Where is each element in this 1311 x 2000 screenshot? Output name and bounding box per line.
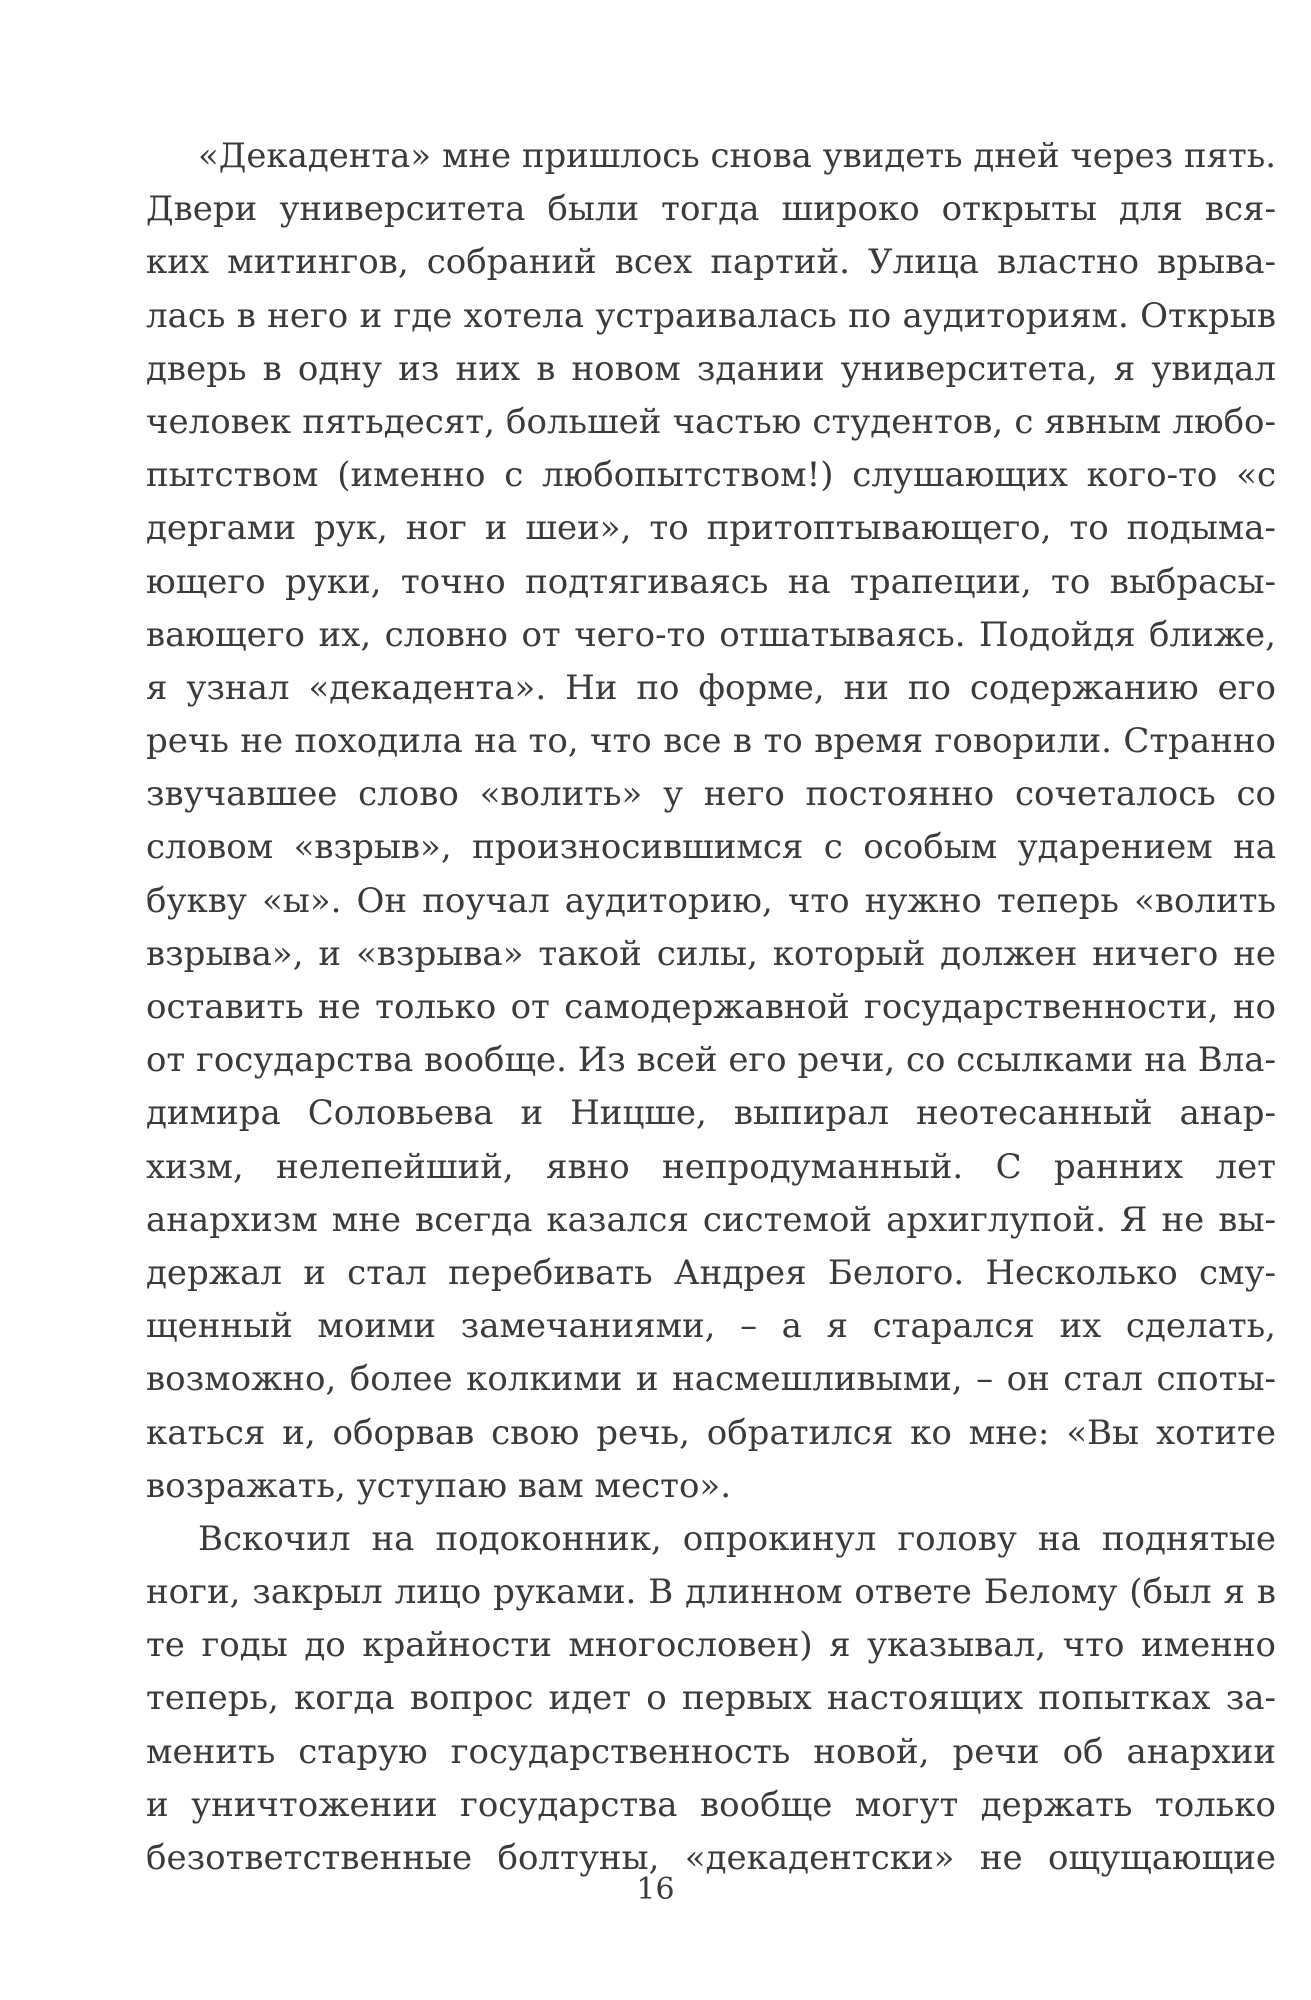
text-line: «Декадента» мне пришлось снова увидеть дней через пять. [198,137,1276,176]
text-line: дверь в одну из них в новом здании университета, я увидал [146,348,1276,389]
text-line: ноги, закрыл лицо руками. В длинном ответе Белому (был я в [146,1572,1276,1613]
text-line: щенный моими замечаниями, – а я старался их сделать, [146,1306,1276,1347]
text-line: теперь, когда вопрос идет о первых настоящих попытках за- [146,1678,1276,1719]
text-line: звучавшее слово «волить» у него постоянно сочеталось со [146,774,1276,815]
text-line: ющего руки, точно подтягиваясь на трапеции, то выбрасы- [146,561,1276,602]
text-line: словом «взрыв», произносившимся с особым ударением на [146,827,1276,868]
text-line: Вскочил на подоконник, опрокинул голову на поднятые [198,1518,1276,1559]
text-line: лась в него и где хотела устраивалась по аудиториям. Открыв [146,295,1276,336]
text-line: Двери университета были тогда широко открыты для вся- [146,189,1276,230]
text-line: вающего их, словно от чего-то отшатываясь. Подойдя ближе, [146,614,1276,655]
text-line: безответственные болтуны, «декадентски» не ощущающие [146,1838,1276,1878]
page-number: 16 [636,1872,675,1907]
text-line: букву «ы». Он поучал аудиторию, что нужно теперь «волить [146,880,1276,921]
text-line: оставить не только от самодержавной государственности, но [146,987,1276,1027]
text-line: держал и стал перебивать Андрея Белого. Несколько сму- [146,1252,1276,1293]
body-text [146,130,1276,1885]
text-line: те годы до крайности многословен) я указывал, что именно [146,1625,1276,1666]
paragraph-1 [146,130,1276,1513]
text-line: димира Соловьева и Ницше, выпирал неотесанный анар- [146,1093,1276,1134]
text-line: возражать, уступаю вам место». [146,1465,732,1506]
text-line: менить старую государственность новой, речи об анархии [146,1731,1276,1772]
paragraph-2 [146,1513,1276,1885]
text-line: речь не походила на то, что все в то время говорили. Странно [146,721,1276,762]
text-line: хизм, нелепейший, явно непродуманный. С ранних лет [146,1146,1276,1187]
text-line: человек пятьдесят, большей частью студентов, с явным любо- [146,401,1276,442]
text-line: пытством (именно с любопытством!) слушающих кого-то «с [146,455,1276,496]
text-line: анархизм мне всегда казался системой архиглупой. Я не вы- [146,1199,1276,1240]
text-line: и уничтожении государства вообще могут держать только [146,1784,1276,1825]
text-line: взрыва», и «взрыва» такой силы, который должен ничего не [146,933,1276,974]
text-line: ких митингов, собраний всех партий. Улица властно врыва- [146,242,1276,283]
text-line: от государства вообще. Из всей его речи, со ссылками на Вла- [146,1040,1276,1081]
text-line: каться и, оборвав свою речь, обратился ко мне: «Вы хотите [146,1412,1276,1453]
text-line: я узнал «декадента». Ни по форме, ни по содержанию его [146,667,1276,708]
text-line: дергами рук, ног и шеи», то притоптывающего, то подыма- [146,508,1276,549]
text-line: возможно, более колкими и насмешливыми, – он стал споты- [146,1359,1276,1400]
